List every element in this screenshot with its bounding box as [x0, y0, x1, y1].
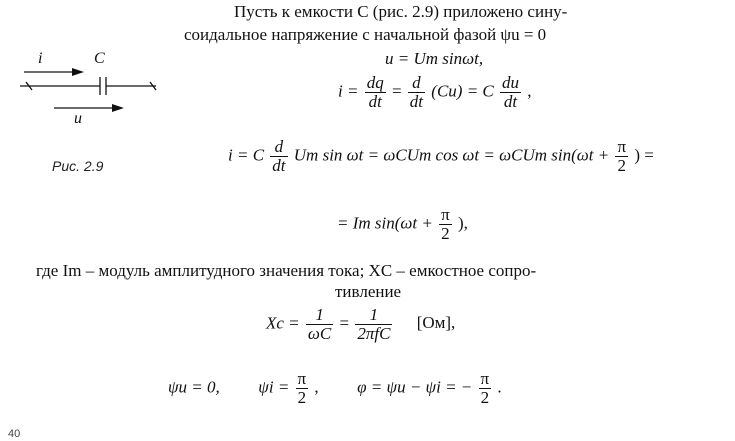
eq5-frac-1-wc	[306, 306, 333, 343]
eq3-pi-den: 2	[617, 155, 627, 175]
eq3-lhs: i = C	[228, 145, 265, 165]
eq6-c-den: 2	[480, 387, 490, 407]
equation-voltage: u = Um sinωt,	[385, 49, 484, 68]
eq6-frac-b	[296, 370, 309, 407]
eq2-frac-du-dt	[500, 74, 521, 111]
figure-capacitor	[14, 52, 184, 130]
eq5-f2-den: 2πfC	[357, 323, 391, 343]
current-arrowhead	[72, 68, 84, 76]
intro-line-1: Пусть к емкости C (рис. 2.9) приложено сину-	[234, 2, 568, 21]
eq3-frac-num: d	[270, 138, 287, 157]
equation-reactance	[266, 306, 455, 343]
figure-label-i: i	[38, 50, 43, 67]
eq3-frac-den: dt	[272, 155, 286, 175]
eq6-b-end: ,	[314, 377, 319, 397]
eq3-pi-num: π	[617, 137, 627, 156]
equation-phases	[168, 370, 502, 407]
eq2-frac3-den: dt	[503, 91, 518, 111]
eq6-b-num: π	[297, 369, 307, 388]
eq2-equals: =	[391, 81, 402, 101]
eq2-frac2-num: d	[408, 74, 425, 93]
eq5-equals: =	[339, 313, 350, 333]
eq6-b-den: 2	[297, 387, 307, 407]
eq4-text: = Im sin(ωt +	[337, 213, 433, 233]
intro-line-2: соидальное напряжение с начальной фазой ψu = 0	[184, 25, 547, 44]
eq6-psi-i: ψi =	[258, 377, 290, 397]
eq2-frac1-den: dt	[368, 91, 382, 111]
definition-line-1: где Im – модуль амплитудного значения тока; XC – емкостное сопро-	[36, 261, 537, 280]
eq3-end: ) =	[634, 145, 654, 165]
eq4-end: ),	[457, 213, 468, 233]
eq2-frac3-num: du	[502, 73, 520, 92]
eq2-frac2-den: dt	[409, 91, 424, 111]
eq5-unit: [Ом],	[416, 313, 456, 333]
equation-current-derivative	[338, 74, 532, 111]
eq3-frac-pi-2	[615, 138, 628, 175]
eq6-phi: φ = ψu − ψi = −	[357, 377, 473, 397]
eq5-frac-1-2pifc	[355, 306, 392, 343]
eq3-rest: Um sin ωt = ωCUm cos ωt = ωCUm sin(ωt +	[293, 145, 610, 165]
eq6-frac-c	[479, 370, 492, 407]
eq2-frac1-num: dq	[366, 73, 384, 92]
eq6-c-num: π	[480, 369, 490, 388]
eq5-f1-num: 1	[306, 306, 333, 325]
eq5-f1-den: ωC	[307, 323, 332, 343]
eq6-psi-u: ψu = 0,	[168, 377, 220, 397]
eq4-pi-num: π	[441, 205, 450, 224]
eq6-c-end: .	[497, 377, 502, 397]
eq5-lhs: Xc =	[266, 313, 300, 333]
voltage-arrowhead	[112, 104, 124, 112]
eq4-frac-pi-2	[439, 206, 452, 243]
page-number: 40	[8, 428, 21, 440]
eq5-f2-num: 1	[355, 306, 392, 325]
eq2-end: ,	[527, 81, 532, 101]
eq2-frac-d-dt	[408, 74, 425, 111]
eq2-lhs: i =	[338, 81, 359, 101]
definition-line-2: тивление	[335, 282, 402, 301]
eq4-pi-den: 2	[441, 223, 450, 243]
eq3-frac-d-dt	[270, 138, 287, 175]
equation-current-result	[337, 206, 468, 243]
equation-current-sin	[228, 138, 654, 175]
eq2-frac-dq-dt	[365, 74, 386, 111]
figure-label-u: u	[74, 110, 82, 127]
figure-label-c: C	[94, 50, 105, 67]
figure-caption: Рис. 2.9	[52, 158, 104, 174]
eq2-mid: (Cu) = C	[431, 81, 494, 101]
